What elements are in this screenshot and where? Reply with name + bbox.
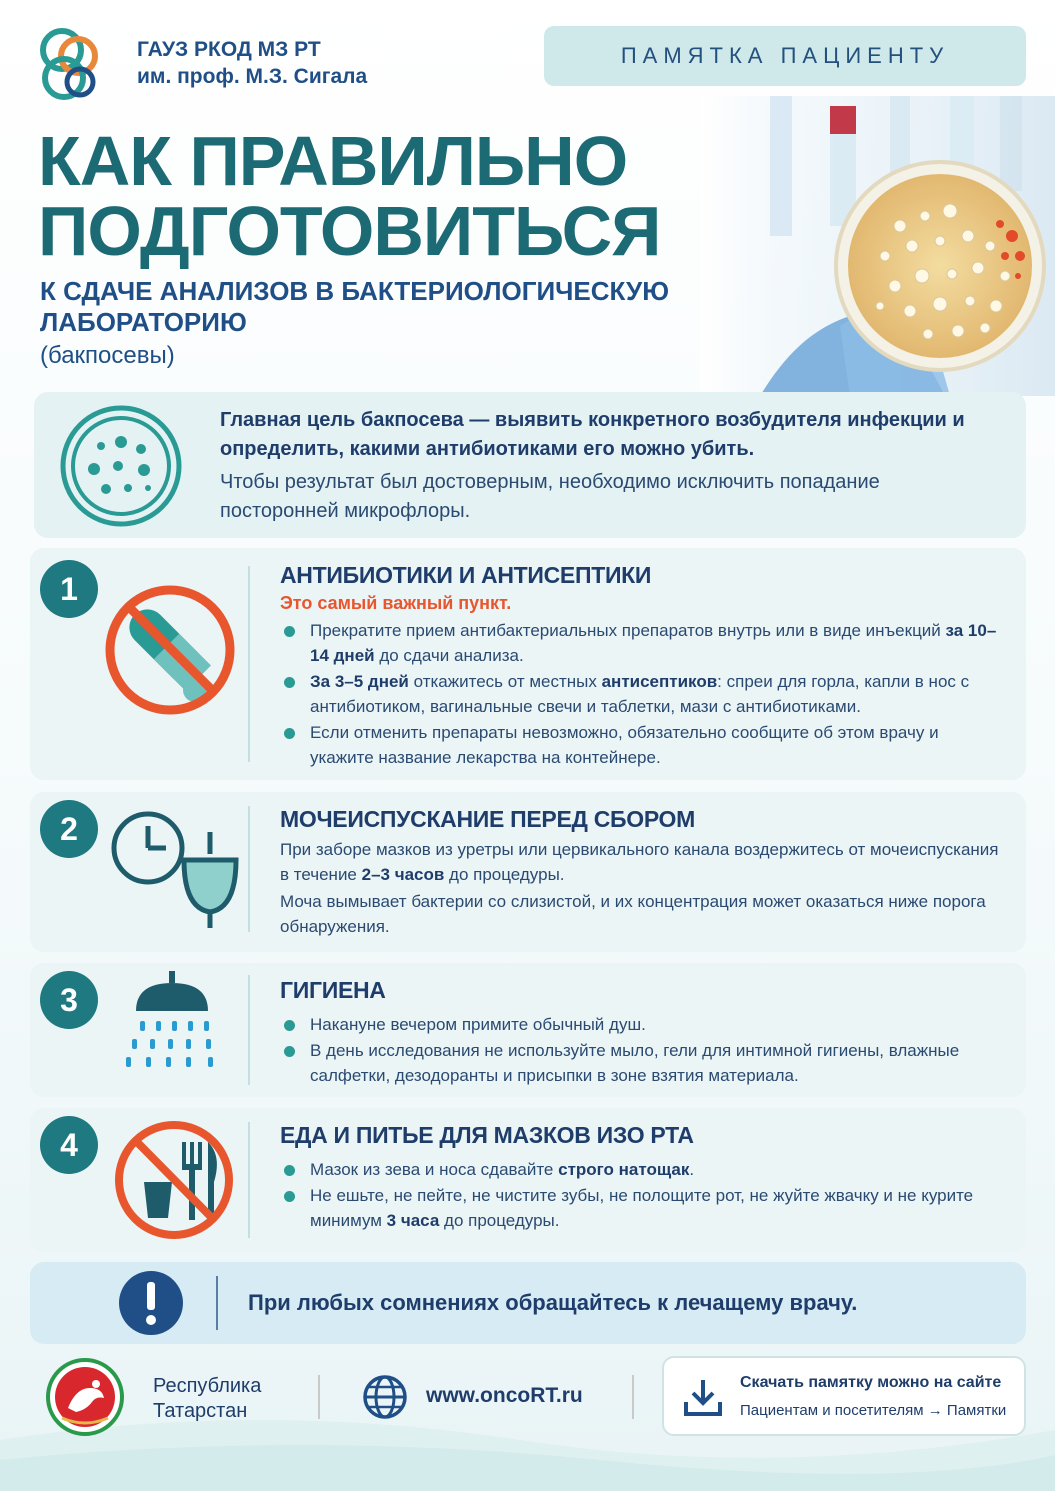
bullet-bold-text: антисептиков bbox=[601, 672, 718, 691]
section-number: 1 bbox=[40, 560, 98, 618]
bullet-text: Мазок из зева и носа сдавайте bbox=[310, 1160, 559, 1179]
website-link[interactable]: www.oncoRT.ru bbox=[426, 1384, 583, 1407]
download-icon bbox=[682, 1376, 724, 1418]
bullet-bold-text: строго натощак bbox=[558, 1160, 690, 1179]
important-note: Это самый важный пункт. bbox=[280, 593, 512, 613]
main-title bbox=[38, 122, 661, 270]
globe-icon bbox=[362, 1374, 408, 1420]
alert-text: При любых сомнениях обращайтесь к лечащему врачу. bbox=[248, 1290, 858, 1315]
no-pills-icon bbox=[100, 580, 240, 720]
para-bold-text: 2–3 часов bbox=[361, 865, 445, 884]
tatarstan-emblem-icon bbox=[46, 1358, 124, 1436]
download-title: Скачать памятку можно на сайте bbox=[740, 1374, 1002, 1391]
section-number: 4 bbox=[40, 1116, 98, 1174]
subtitle-line-1: К СДАЧЕ АНАЛИЗОВ В БАКТЕРИОЛОГИЧЕСКУЮ bbox=[40, 276, 670, 306]
list-item bbox=[280, 1012, 1000, 1037]
bullet-text: Накануне вечером примите обычный душ. bbox=[310, 1015, 646, 1034]
list-item bbox=[280, 720, 1000, 770]
bullet-text: до процедуры. bbox=[439, 1211, 560, 1230]
section-food-drink bbox=[30, 1108, 1026, 1252]
section-body bbox=[280, 806, 1000, 941]
download-box[interactable] bbox=[662, 1356, 1026, 1436]
intro-text bbox=[220, 406, 980, 526]
alert-divider bbox=[216, 1276, 218, 1330]
republic-name bbox=[153, 1374, 261, 1424]
subtitle-parenthetical: (бакпосевы) bbox=[40, 342, 175, 369]
intro-strong-text: Главная цель бакпосева — выявить конкретного возбудителя инфекции и определить, какими антибиотиками его можно убить. bbox=[220, 409, 965, 460]
section-title: ЕДА И ПИТЬЕ ДЛЯ МАЗКОВ ИЗО РТА bbox=[280, 1122, 694, 1148]
intro-box bbox=[34, 392, 1026, 538]
bullet-bold-text: 3 часа bbox=[386, 1211, 440, 1230]
section-title: АНТИБИОТИКИ И АНТИСЕПТИКИ bbox=[280, 562, 652, 588]
list-item bbox=[280, 669, 1000, 719]
section-divider bbox=[248, 566, 250, 762]
section-title: МОЧЕИСПУСКАНИЕ ПЕРЕД СБОРОМ bbox=[280, 806, 696, 832]
section-divider bbox=[248, 975, 250, 1085]
subtitle-line-2: ЛАБОРАТОРИЮ bbox=[40, 307, 247, 337]
paragraph bbox=[280, 889, 1000, 939]
bullet-text: до сдачи анализа. bbox=[374, 646, 524, 665]
section-divider bbox=[248, 806, 250, 932]
bullet-text: : спреи для горла, капли в нос с антибиотиком, вагинальные свечи и таблетки, мази с антибиотиками. bbox=[310, 672, 970, 716]
list-item bbox=[280, 1183, 1000, 1233]
intro-normal-text: Чтобы результат был достоверным, необходимо исключить попадание посторонней микрофлоры. bbox=[220, 471, 880, 522]
bullet-text: Прекратите прием антибактериальных препаратов внутрь или в виде инъекций bbox=[310, 621, 946, 640]
petri-dish-icon bbox=[56, 404, 186, 528]
para-text: до процедуры. bbox=[444, 865, 565, 884]
section-body bbox=[280, 1122, 1000, 1234]
section-antibiotics bbox=[30, 548, 1026, 780]
footer-divider bbox=[318, 1375, 320, 1419]
section-number: 2 bbox=[40, 800, 98, 858]
list-item bbox=[280, 1157, 1000, 1182]
section-title: ГИГИЕНА bbox=[280, 977, 386, 1003]
main-title-line-2: ПОДГОТОВИТЬСЯ bbox=[38, 192, 661, 270]
subtitle bbox=[40, 276, 740, 338]
org-line-1: ГАУЗ РКОД МЗ РТ bbox=[137, 38, 321, 61]
bullet-text: В день исследования не используйте мыло, гели для интимной гигиены, влажные салфетки, дезодоранты и присыпки в зоне взятия материала. bbox=[310, 1041, 960, 1085]
footer-divider bbox=[632, 1375, 634, 1419]
bullet-text: откажитесь от местных bbox=[408, 672, 602, 691]
section-divider bbox=[248, 1122, 250, 1238]
section-number: 3 bbox=[40, 971, 98, 1029]
exclamation-icon bbox=[118, 1270, 184, 1336]
para-text: Моча вымывает бактерии со слизистой, и их концентрация может оказаться ниже порога обнаружения. bbox=[280, 892, 986, 936]
bullet-text: Если отменить препараты невозможно, обязательно сообщите об этом врачу и укажите название лекарства на контейнере. bbox=[310, 723, 939, 767]
clock-container-icon bbox=[108, 804, 248, 934]
clinic-logo-icon bbox=[34, 26, 106, 106]
list-item bbox=[280, 1038, 1000, 1088]
paragraph bbox=[280, 837, 1000, 887]
bullet-text: Не ешьте, не пейте, не чистите зубы, не полощите рот, не жуйте жвачку и не курите минимум bbox=[310, 1186, 974, 1230]
section-urination bbox=[30, 792, 1026, 952]
alert-box bbox=[30, 1262, 1026, 1344]
list-item bbox=[280, 618, 1000, 668]
republic-line-1: Республика bbox=[153, 1375, 262, 1397]
download-path: Пациентам и посетителям → Памятки bbox=[740, 1402, 1007, 1419]
org-line-2: им. проф. М.З. Сигала bbox=[137, 65, 368, 88]
bullet-bold-text: За 3–5 дней bbox=[310, 672, 409, 691]
main-title-line-1: КАК ПРАВИЛЬНО bbox=[38, 122, 628, 200]
section-body bbox=[280, 977, 1000, 1089]
section-body bbox=[280, 562, 1000, 771]
para-text: При заборе мазков из уретры или цервикального канала воздержитесь от мочеиспускания в течение bbox=[280, 840, 999, 884]
memo-badge: ПАМЯТКА ПАЦИЕНТУ bbox=[544, 26, 1026, 86]
republic-line-2: Татарстан bbox=[153, 1400, 248, 1422]
shower-icon bbox=[122, 971, 222, 1083]
organization-name bbox=[137, 36, 367, 90]
bullet-text: . bbox=[689, 1160, 695, 1179]
no-food-drink-icon bbox=[110, 1116, 238, 1244]
petri-dish-illustration bbox=[700, 96, 1055, 396]
bullet-bold-text: за 10–14 дней bbox=[310, 621, 997, 665]
section-hygiene bbox=[30, 963, 1026, 1097]
